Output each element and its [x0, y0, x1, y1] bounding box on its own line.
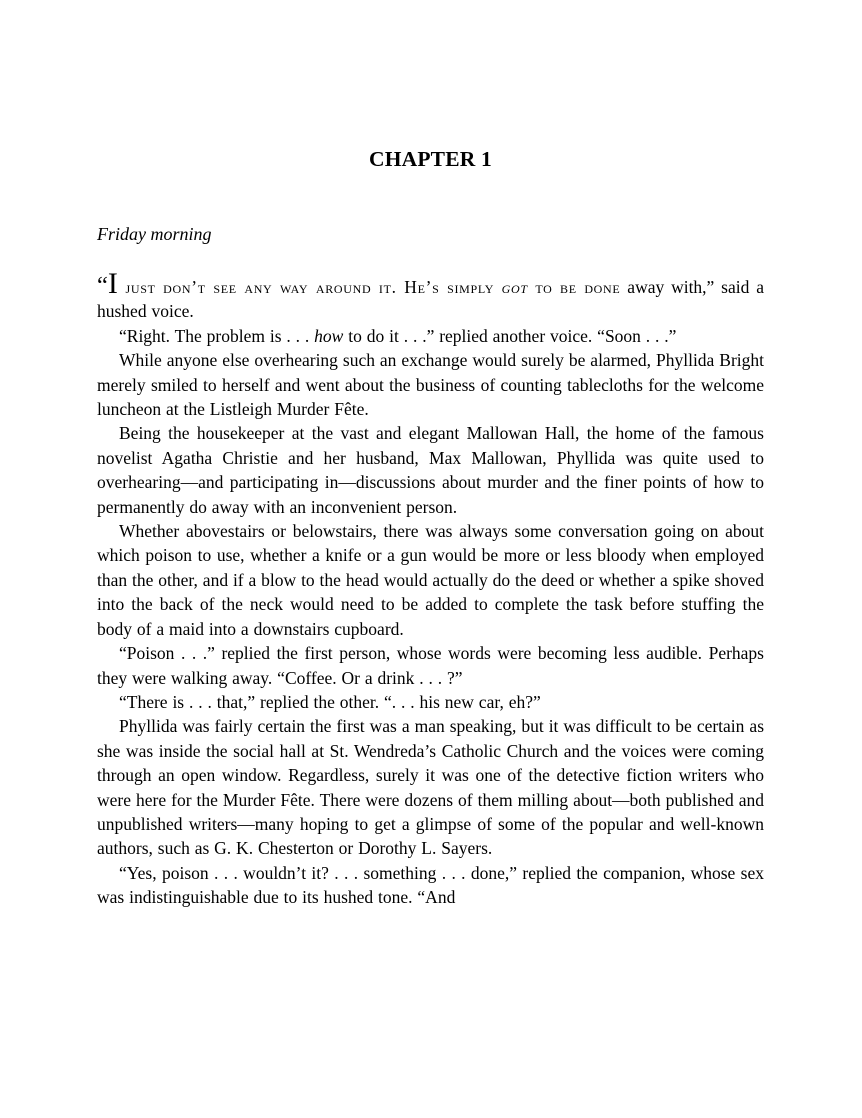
text-segment: I [107, 266, 118, 300]
text-segment: how [314, 325, 344, 346]
text-segment: got [501, 277, 528, 297]
paragraph [97, 861, 764, 910]
paragraph [97, 641, 764, 690]
text-segment: “Poison . . .” replied the first person, whose words were becoming less audible. Perhaps they were walking away. “Coffee. Or a drink . . . ?” [97, 643, 764, 688]
text-segment: to do it . . .” replied another voice. “Soon . . .” [343, 325, 677, 346]
text-segment: away with,” said a hushed voice. [97, 277, 764, 322]
paragraph [97, 519, 764, 641]
text-segment: to be done [527, 277, 621, 297]
text-segment: “Yes, poison . . . wouldn’t it? . . . something . . . done,” replied the companion, whose sex was indistinguishable due to its hushed tone. “And [97, 862, 764, 908]
paragraph [97, 714, 764, 860]
text-segment: just don’t see any way around it. He’s simply [117, 277, 502, 297]
text-segment: Phyllida was fairly certain the first was a man speaking, but it was difficult to be certain as she was inside the social hall at St. Wendreda’s Catholic Church and the voices were coming through an open window. Regardless, surely it was one of the detective fiction writers who were here for the Murder Fête. There were dozens of them milling about—both published and unpublished writers—many hoping to get a glimpse of some of the popular and well-known authors, such as G. K. Chesterton or Dorothy L. Sayers. [97, 716, 764, 859]
text-segment: Being the housekeeper at the vast and elegant Mallowan Hall, the home of the famous novelist Agatha Christie and her husband, Max Mallowan, Phyllida was quite used to overhearing—and participating in—discussions about murder and the finer points of how to permanently do away with an inconvenient person. [97, 423, 764, 517]
text-segment: “Right. The problem is . . . [119, 325, 315, 346]
paragraph [97, 421, 764, 519]
opening-paragraph [97, 266, 764, 324]
text-segment: “There is . . . that,” replied the other. “. . . his new car, eh?” [119, 691, 541, 712]
text-segment: “ [97, 272, 108, 299]
paragraph [97, 324, 764, 348]
text-segment: While anyone else overhearing such an exchange would surely be alarmed, Phyllida Bright merely smiled to herself and went about the business of counting tablecloths for the welcome luncheon at the Listleigh Murder Fête. [97, 350, 764, 420]
paragraph [97, 348, 764, 421]
chapter-title: CHAPTER 1 [368, 147, 493, 171]
paragraph [97, 690, 764, 714]
body-paragraphs [97, 245, 764, 910]
chapter-dateline: Friday morning [97, 224, 212, 244]
text-segment: Whether abovestairs or belowstairs, there was always some conversation going on about which poison to use, whether a knife or a gun would be more or less bloody when employed than the other, and if a blow to the head would actually do the deed or whether a spike shoved into the back of the neck would need to be added to complete the task before stuffing the body of a maid into a downstairs cupboard. [97, 521, 764, 639]
